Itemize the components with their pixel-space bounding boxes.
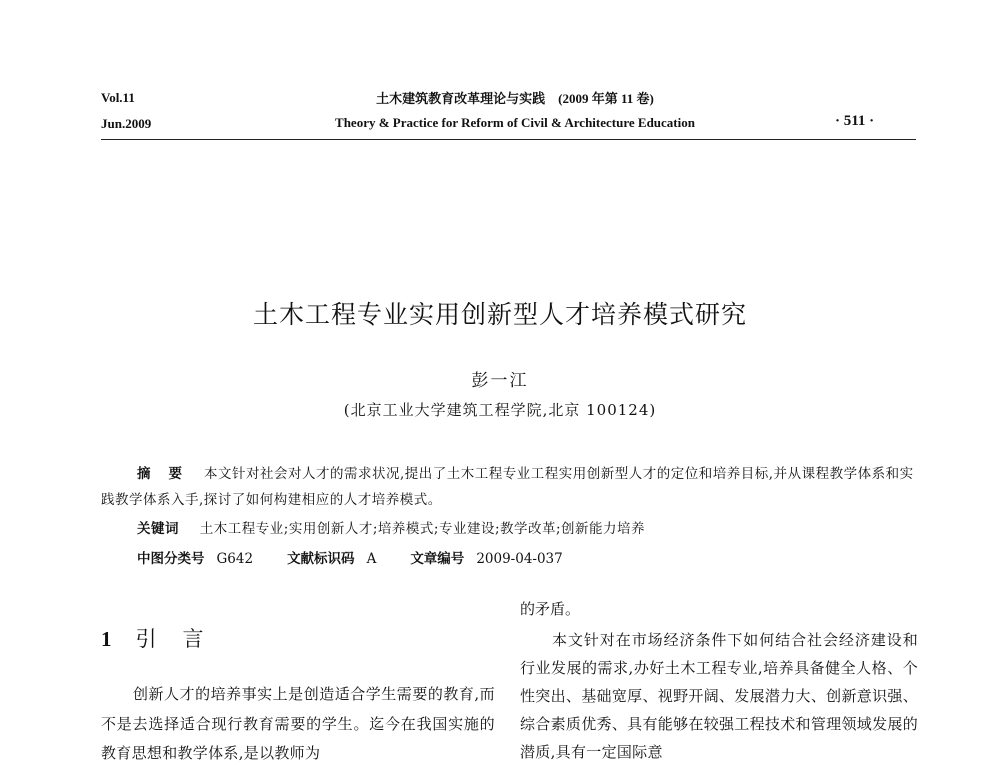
- header-rule: [101, 139, 916, 140]
- journal-volume: Vol.11: [101, 90, 135, 105]
- document-code-label: 文献标识码: [287, 551, 355, 567]
- article-number-value: 2009-04-037: [476, 551, 563, 567]
- journal-title-chinese: 土木建筑教育改革理论与实践 (2009 年第 11 卷): [376, 91, 654, 106]
- abstract: [101, 461, 919, 513]
- keywords-text: 土木工程专业;实用创新人才;培养模式;专业建设;教学改革;创新能力培养: [199, 521, 646, 537]
- classification-line: [137, 547, 597, 567]
- journal-title-english: Theory & Practice for Reform of Civil & Architecture Education: [335, 115, 695, 130]
- document-code-value: A: [366, 551, 377, 567]
- intro-paragraph: 创新人才的培养事实上是创造适合学生需要的教育,而不是去选择适合现行教育需要的学生。迄今在我国实施的教育思想和教学体系,是以教师为: [101, 685, 495, 762]
- abstract-text: 本文针对社会对人才的需求状况,提出了土木工程专业工程实用创新型人才的定位和培养目标,并从课程教学体系和实践教学体系入手,探讨了如何构建相应的人才培养模式。: [101, 466, 914, 508]
- author-affiliation: (北京工业大学建筑工程学院,北京 100124): [343, 401, 657, 419]
- section-title: 引言: [135, 627, 230, 651]
- paper-author: 彭一江: [471, 371, 529, 391]
- right-column-paragraph: 本文针对在市场经济条件下如何结合社会经济建设和行业发展的需求,办好土木工程专业,培养具备健全人格、个性突出、基础宽厚、视野开阔、发展潜力大、创新意识强、综合素质优秀、具有能够在较强工程技术和管理领域发展的潜质,具有一定国际意: [520, 631, 918, 761]
- paper-title: 土木工程专业实用创新型人才培养模式研究: [252, 300, 747, 329]
- right-column-line: 的矛盾。: [520, 600, 581, 618]
- clc-value: G642: [216, 551, 254, 567]
- journal-date: Jun.2009: [101, 116, 152, 131]
- section-number: 1: [101, 627, 112, 651]
- article-number-label: 文章编号: [410, 551, 465, 567]
- clc-label: 中图分类号: [137, 551, 205, 567]
- keywords: [137, 517, 645, 537]
- abstract-label: 摘要: [137, 466, 200, 482]
- page-number: · 511 ·: [835, 113, 875, 129]
- keywords-label: 关键词: [137, 521, 179, 537]
- section-heading: [101, 623, 230, 653]
